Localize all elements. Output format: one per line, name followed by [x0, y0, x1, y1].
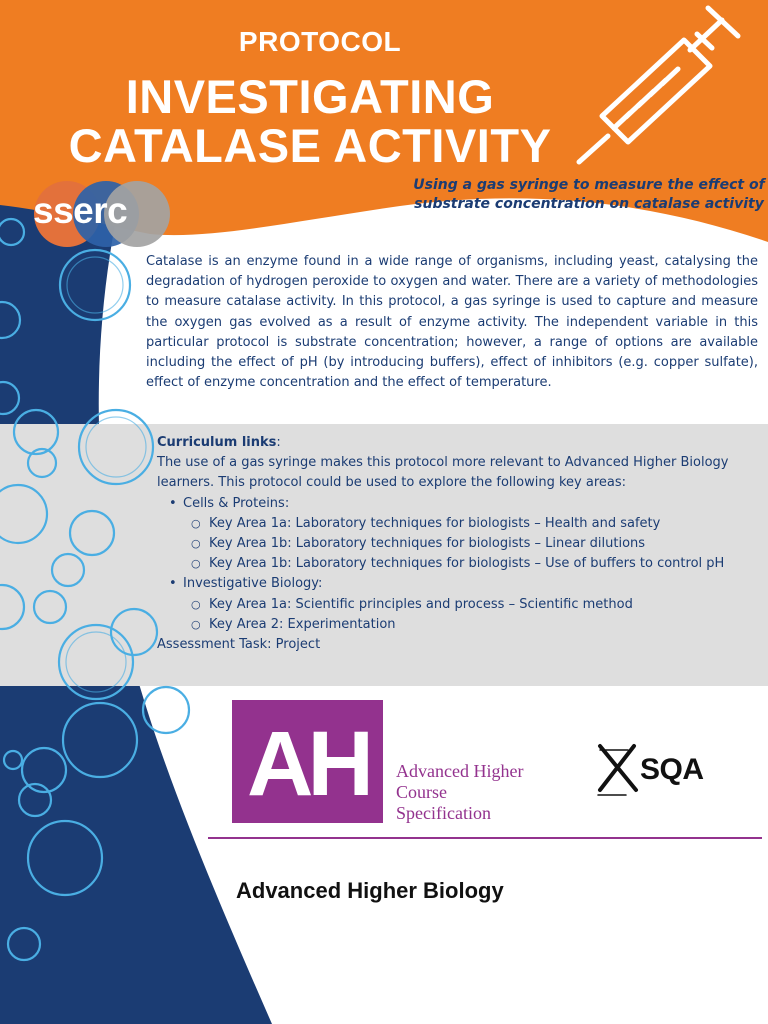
page-title-line1: INVESTIGATING	[125, 70, 495, 123]
spec-line-2: Course	[396, 782, 447, 802]
curriculum-heading-row	[157, 433, 763, 453]
list-item-cells-proteins: • Cells & Proteins:	[157, 494, 763, 514]
curriculum-heading: Curriculum links	[157, 435, 277, 450]
page-subtitle: Using a gas syringe to measure the effect of substrate concentration on catalase activity	[413, 177, 765, 212]
curriculum-heading-colon: :	[276, 435, 281, 450]
page-title-line2: CATALASE ACTIVITY	[68, 119, 552, 172]
curriculum-intro: The use of a gas syringe makes this protocol more relevant to Advanced Higher Biology learners. This protocol could be used to explore the following key areas:	[157, 455, 729, 491]
protocol-label: PROTOCOL	[238, 26, 402, 57]
spec-line-1: Advanced Higher	[396, 761, 524, 781]
spec-line-3: Specification	[396, 803, 491, 823]
ah-logo-letters: AH	[247, 713, 368, 815]
list-item-investigative-biology: • Investigative Biology:	[157, 574, 763, 594]
list-item: ○ Key Area 1a: Scientific principles and process – Scientific method	[157, 595, 763, 615]
key-area-list	[157, 494, 763, 635]
assessment-task: Assessment Task: Project	[157, 637, 321, 653]
sserc-logo-text: sserc	[33, 190, 128, 231]
intro-paragraph: Catalase is an enzyme found in a wide range of organisms, including yeast, catalysing the degradation of hydrogen peroxide to oxygen and water. There are a variety of methodologies to measure catalase activity. In this protocol, a gas syringe is used to capture and measure the oxygen gas evolved as a result of enzyme activity. The independent variable in this particular protocol is substrate concentration; however, a range of options are available including the effect of pH (by introducing buffers), effect of inhibitors (e.g. copper sulfate), effect of enzyme concentration and the effect of temperature.	[146, 254, 758, 391]
sqa-saltire-icon	[598, 746, 636, 795]
list-item: ○ Key Area 1b: Laboratory techniques for biologists – Linear dilutions	[157, 534, 763, 554]
list-item: ○ Key Area 1b: Laboratory techniques for biologists – Use of buffers to control pH	[157, 554, 763, 574]
course-title: Advanced Higher Biology	[236, 878, 504, 903]
sqa-logo-text: SQA	[640, 753, 704, 786]
course-specification-label	[396, 761, 586, 824]
divider-line	[208, 837, 762, 839]
list-item: ○ Key Area 1a: Laboratory techniques for biologists – Health and safety	[157, 514, 763, 534]
curriculum-section	[157, 433, 763, 655]
list-item: ○ Key Area 2: Experimentation	[157, 615, 763, 635]
